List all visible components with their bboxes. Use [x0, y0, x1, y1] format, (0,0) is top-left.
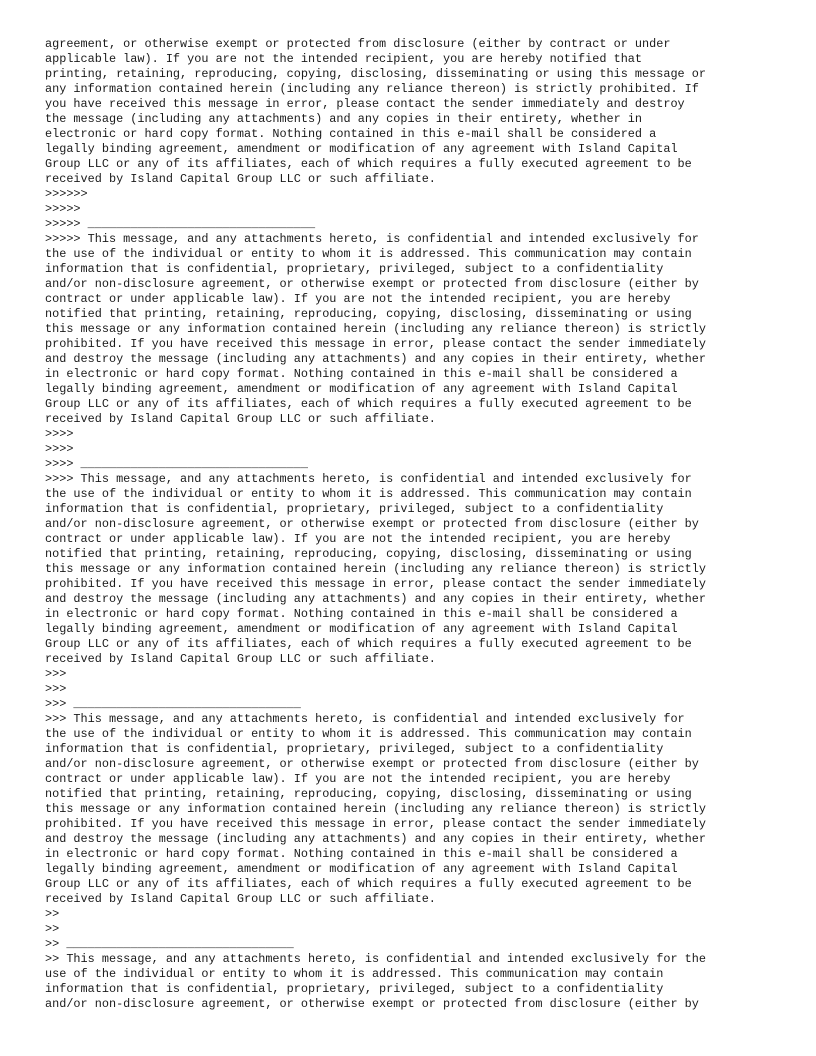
- text-line: and destroy the message (including any attachments) and any copies in their entirety, whether: [45, 832, 706, 846]
- text-line: notified that printing, retaining, reproducing, copying, disclosing, disseminating or using: [45, 307, 692, 321]
- text-line: contract or under applicable law). If you are not the intended recipient, you are hereby: [45, 772, 671, 786]
- text-line: Group LLC or any of its affiliates, each of which requires a fully executed agreement to be: [45, 877, 692, 891]
- text-line: legally binding agreement, amendment or modification of any agreement with Island Capital: [45, 622, 678, 636]
- text-line: and/or non-disclosure agreement, or otherwise exempt or protected from disclosure (either by: [45, 277, 699, 291]
- text-line: >>>>>: [45, 202, 81, 216]
- text-line: the use of the individual or entity to whom it is addressed. This communication may contain: [45, 247, 692, 261]
- text-line: >>> This message, and any attachments hereto, is confidential and intended exclusively for: [45, 712, 685, 726]
- text-line: received by Island Capital Group LLC or such affiliate.: [45, 412, 436, 426]
- text-line: >>> ________________________________: [45, 697, 301, 711]
- text-line: >>>: [45, 667, 67, 681]
- text-line: any information contained herein (including any reliance thereon) is strictly prohibited. If: [45, 82, 699, 96]
- email-document-page: [45, 37, 805, 1012]
- text-line: legally binding agreement, amendment or modification of any agreement with Island Capital: [45, 142, 678, 156]
- text-line: the message (including any attachments) and any copies in their entirety, whether in: [45, 112, 643, 126]
- text-line: information that is confidential, proprietary, privileged, subject to a confidentiality: [45, 502, 664, 516]
- text-line: in electronic or hard copy format. Nothing contained in this e-mail shall be considered a: [45, 847, 678, 861]
- text-line: >>: [45, 922, 60, 936]
- text-line: notified that printing, retaining, reproducing, copying, disclosing, disseminating or using: [45, 787, 692, 801]
- text-line: >>>> This message, and any attachments hereto, is confidential and intended exclusively for: [45, 472, 692, 486]
- text-line: in electronic or hard copy format. Nothing contained in this e-mail shall be considered a: [45, 607, 678, 621]
- text-line: prohibited. If you have received this message in error, please contact the sender immediately: [45, 337, 706, 351]
- text-line: this message or any information contained herein (including any reliance thereon) is strictly: [45, 322, 706, 336]
- text-line: information that is confidential, proprietary, privileged, subject to a confidentiality: [45, 262, 664, 276]
- text-line: >> This message, and any attachments hereto, is confidential and intended exclusively for the: [45, 952, 706, 966]
- text-line: legally binding agreement, amendment or modification of any agreement with Island Capital: [45, 382, 678, 396]
- text-line: electronic or hard copy format. Nothing contained in this e-mail shall be considered a: [45, 127, 657, 141]
- text-line: agreement, or otherwise exempt or protected from disclosure (either by contract or under: [45, 37, 671, 51]
- text-line: the use of the individual or entity to whom it is addressed. This communication may contain: [45, 727, 692, 741]
- text-line: Group LLC or any of its affiliates, each of which requires a fully executed agreement to be: [45, 157, 692, 171]
- text-line: the use of the individual or entity to whom it is addressed. This communication may contain: [45, 487, 692, 501]
- text-line: >>>: [45, 682, 67, 696]
- text-line: contract or under applicable law). If you are not the intended recipient, you are hereby: [45, 292, 671, 306]
- text-line: notified that printing, retaining, reproducing, copying, disclosing, disseminating or using: [45, 547, 692, 561]
- text-line: >>: [45, 907, 60, 921]
- text-line: information that is confidential, proprietary, privileged, subject to a confidentiality: [45, 982, 664, 996]
- text-line: >>>>>>: [45, 187, 88, 201]
- text-line: Group LLC or any of its affiliates, each of which requires a fully executed agreement to be: [45, 637, 692, 651]
- text-line: you have received this message in error, please contact the sender immediately and destroy: [45, 97, 685, 111]
- text-line: >>>>> This message, and any attachments hereto, is confidential and intended exclusively for: [45, 232, 699, 246]
- text-line: and/or non-disclosure agreement, or otherwise exempt or protected from disclosure (either by: [45, 997, 699, 1011]
- text-line: Group LLC or any of its affiliates, each of which requires a fully executed agreement to be: [45, 397, 692, 411]
- text-line: >>>>> ________________________________: [45, 217, 316, 231]
- text-line: applicable law). If you are not the intended recipient, you are hereby notified that: [45, 52, 643, 66]
- text-line: >> ________________________________: [45, 937, 294, 951]
- text-line: >>>>: [45, 427, 74, 441]
- text-line: legally binding agreement, amendment or modification of any agreement with Island Capital: [45, 862, 678, 876]
- text-line: and destroy the message (including any attachments) and any copies in their entirety, whether: [45, 592, 706, 606]
- text-line: received by Island Capital Group LLC or such affiliate.: [45, 892, 436, 906]
- text-line: use of the individual or entity to whom it is addressed. This communication may contain: [45, 967, 664, 981]
- text-line: and/or non-disclosure agreement, or otherwise exempt or protected from disclosure (either by: [45, 757, 699, 771]
- text-line: this message or any information contained herein (including any reliance thereon) is strictly: [45, 562, 706, 576]
- text-line: this message or any information contained herein (including any reliance thereon) is strictly: [45, 802, 706, 816]
- text-line: contract or under applicable law). If you are not the intended recipient, you are hereby: [45, 532, 671, 546]
- text-line: prohibited. If you have received this message in error, please contact the sender immediately: [45, 577, 706, 591]
- text-line: >>>>: [45, 442, 74, 456]
- text-line: and/or non-disclosure agreement, or otherwise exempt or protected from disclosure (either by: [45, 517, 699, 531]
- text-line: received by Island Capital Group LLC or such affiliate.: [45, 652, 436, 666]
- text-line: received by Island Capital Group LLC or such affiliate.: [45, 172, 436, 186]
- text-line: and destroy the message (including any attachments) and any copies in their entirety, whether: [45, 352, 706, 366]
- text-line: printing, retaining, reproducing, copying, disclosing, disseminating or using this message or: [45, 67, 706, 81]
- text-line: prohibited. If you have received this message in error, please contact the sender immediately: [45, 817, 706, 831]
- text-line: information that is confidential, proprietary, privileged, subject to a confidentiality: [45, 742, 664, 756]
- text-line: in electronic or hard copy format. Nothing contained in this e-mail shall be considered a: [45, 367, 678, 381]
- text-line: >>>> ________________________________: [45, 457, 308, 471]
